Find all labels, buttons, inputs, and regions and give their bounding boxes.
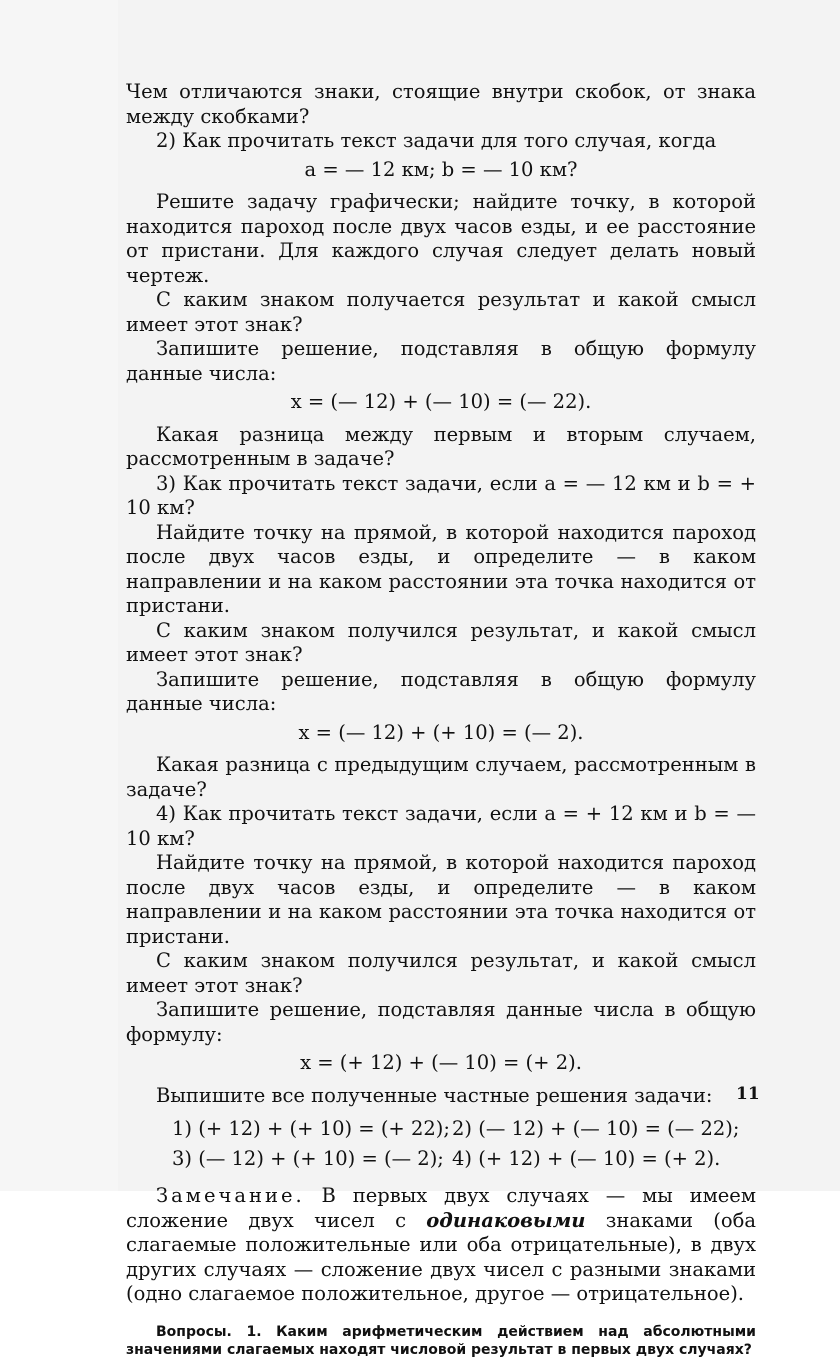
note-heading: Замечание. (156, 1184, 305, 1207)
paragraph-write-solution-3: Запишите решение, подставляя в общую формулу данные числа: (126, 667, 756, 715)
results-row (172, 1144, 756, 1174)
paragraph-difference-cases: Какая разница между первым и вторым случаем, рассмотренным в задаче? (126, 422, 756, 470)
result-item: 1) (+ 12) + (+ 10) = (+ 22); (172, 1117, 450, 1140)
paragraph-case-3-question: 3) Как прочитать текст задачи, если a = — 12 км и b = + 10 км? (126, 471, 756, 519)
page-number: 11 (736, 1084, 760, 1104)
note-paragraph (126, 1184, 756, 1307)
result-item: 2) (— 12) + (— 10) = (— 22); (452, 1117, 740, 1140)
paragraph-list-solutions: Выпишите все полученные частные решения задачи: (156, 1083, 713, 1107)
note-emphasis: одинаковыми (426, 1208, 586, 1232)
paragraph-sign-meaning: С каким знаком получается результат и какой смысл имеет этот знак? (126, 288, 756, 336)
formula-case-4-solution: x = (+ 12) + (— 10) = (+ 2). (300, 1051, 582, 1074)
paragraph-signs-question: Чем отличаются знаки, стоящие внутри скобок, от знака между скобками? (126, 80, 756, 128)
paragraph-write-solution: Запишите решение, подставляя в общую формулу данные числа: (126, 337, 756, 385)
paragraph-find-point-3: Найдите точку на прямой, в которой находится пароход после двух часов езды, и определите — в каком направлении и на каком расстоянии эта точка находится от пристани. (126, 520, 756, 617)
formula-case-2-values: a = — 12 км; b = — 10 км? (304, 157, 578, 181)
formula-case-3-solution: x = (— 12) + (+ 10) = (— 2). (298, 720, 584, 744)
paragraph-graphical-solution: Решите задачу графически; найдите точку, в которой находится пароход после двух часов езды, и ее расстояние от пристани. Для каждого случая следует делать новый чертеж. (126, 190, 756, 287)
formula-case-2-solution: x = (— 12) + (— 10) = (— 22). (290, 390, 592, 413)
review-questions: Вопросы. 1. Каким арифметическим действием над абсолютными значениями слагаемых находят числовой результат в первых двух случаях? (126, 1323, 756, 1358)
paragraph-case-4-question: 4) Как прочитать текст задачи, если a = + 12 км и b = — 10 км? (126, 802, 756, 850)
result-item: 4) (+ 12) + (— 10) = (+ 2). (452, 1147, 721, 1170)
paragraph-sign-meaning-3: С каким знаком получился результат, и какой смысл имеет этот знак? (126, 618, 756, 666)
note-text-part-2: знаками (оба слагаемые положительные или оба отрицательные), в двух других случаях — сложение двух чисел с разными знаками (одно слагаемое положительное, другое — отрицательное). (126, 1208, 756, 1305)
note-text-part-1: В первых двух случаях — мы имеем сложение двух чисел с (126, 1184, 756, 1232)
paragraph-difference-previous: Какая разница с предыдущим случаем, рассмотренным в задаче? (126, 753, 756, 801)
paragraph-find-point-4: Найдите точку на прямой, в которой находится пароход после двух часов езды, и определите — в каком направлении и на каком расстоянии эта точка находится от пристани. (126, 851, 756, 948)
paragraph-case-2-question: 2) Как прочитать текст задачи для того случая, когда (156, 129, 717, 152)
paragraph-sign-meaning-4: С каким знаком получился результат, и какой смысл имеет этот знак? (126, 949, 756, 997)
result-item: 3) (— 12) + (+ 10) = (— 2); (172, 1147, 444, 1170)
results-list (172, 1114, 756, 1174)
results-row (172, 1114, 756, 1144)
paragraph-write-solution-4: Запишите решение, подставляя данные числа в общую формулу: (126, 998, 756, 1046)
page-content (126, 80, 756, 1359)
